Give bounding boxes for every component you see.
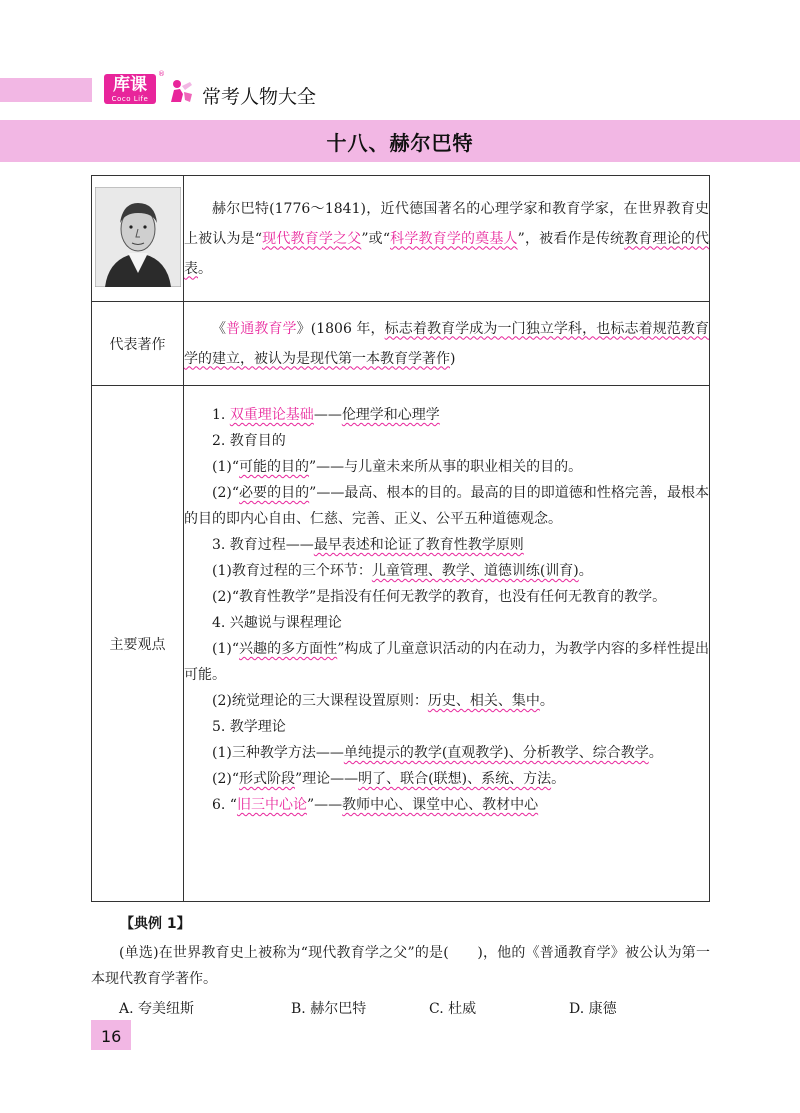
view-line: 6. “旧三中心论”——教师中心、课堂中心、教材中心 bbox=[212, 797, 539, 813]
works-paragraph: 《普通教育学》(1806 年，标志着教育学成为一门独立学科，也标志着规范教育学的建立，被认为是现代第一本教育学著作) bbox=[184, 320, 710, 367]
work-title: 普通教育学 bbox=[226, 320, 297, 337]
option-c[interactable]: C. 杜威 bbox=[429, 1001, 477, 1017]
page-number: 16 bbox=[101, 1027, 122, 1046]
series-title: 常考人物大全 bbox=[202, 86, 317, 108]
view-line: (1)“可能的目的”——与儿童未来所从事的职业相关的目的。 bbox=[212, 459, 583, 475]
title-father-of-modern-pedagogy: 现代教育学之父 bbox=[262, 230, 362, 247]
logo-subtext: Coco Life bbox=[111, 95, 149, 103]
title-founder-of-scientific-pedagogy: 科学教育学的奠基人 bbox=[390, 230, 518, 247]
views-cell bbox=[184, 386, 710, 902]
view-line: (2)“必要的目的”——最高、根本的目的。最高的目的即道德和性格完善，最根本的目的即内心自由、仁慈、完善、正义、公平五种道德观念。 bbox=[184, 485, 710, 527]
view-line: (2)统觉理论的三大课程设置原则：历史、相关、集中。 bbox=[212, 693, 554, 709]
view-line: (1)“兴趣的多方面性”构成了儿童意识活动的内在动力，为教学内容的多样性提出可能。 bbox=[184, 641, 710, 683]
info-table bbox=[91, 175, 710, 902]
views-label: 主要观点 bbox=[92, 386, 184, 902]
view-line: 2. 教育目的 bbox=[212, 433, 286, 449]
view-line: (2)“形式阶段”理论——明了、联合(联想)、系统、方法。 bbox=[212, 771, 566, 787]
view-line: 1. 双重理论基础——伦理学和心理学 bbox=[212, 407, 440, 423]
option-b[interactable]: B. 赫尔巴特 bbox=[291, 1001, 367, 1017]
brand-logo bbox=[104, 74, 156, 104]
option-a[interactable]: A. 夸美纽斯 bbox=[119, 1001, 195, 1017]
registered-mark: ® bbox=[158, 70, 165, 78]
view-line: 5. 教学理论 bbox=[212, 719, 286, 735]
portrait-image bbox=[95, 187, 181, 287]
person-silhouette-icon bbox=[168, 78, 194, 104]
chapter-title: 十八、赫尔巴特 bbox=[326, 131, 474, 155]
example-label: 【典例 1】 bbox=[120, 916, 191, 932]
works-label: 代表著作 bbox=[92, 302, 184, 386]
works-row bbox=[92, 302, 710, 386]
view-line: 3. 教育过程——最早表述和论证了教育性教学原则 bbox=[212, 537, 524, 553]
option-d[interactable]: D. 康德 bbox=[569, 1001, 617, 1017]
view-line: (2)“教育性教学”是指没有任何无教学的教育，也没有任何无教育的教学。 bbox=[212, 589, 667, 605]
views-row bbox=[92, 386, 710, 902]
bio-paragraph: 赫尔巴特(1776～1841)，近代德国著名的心理学家和教育学家，在世界教育史上被认为是“现代教育学之父”或“科学教育学的奠基人”，被看作是传统教育理论的代表。 bbox=[184, 200, 710, 277]
logo-text: 库课 bbox=[113, 75, 147, 95]
view-line: (1)三种教学方法——单纯提示的教学(直观教学)、分析教学、综合教学。 bbox=[212, 745, 663, 761]
header-band bbox=[0, 78, 92, 102]
view-line: 4. 兴趣说与课程理论 bbox=[212, 615, 342, 631]
example-question: (单选)在世界教育史上被称为“现代教育学之父”的是( )，他的《普通教育学》被公认为第一本现代教育学著作。 bbox=[91, 945, 710, 987]
works-cell bbox=[184, 302, 710, 386]
bio-cell bbox=[184, 176, 710, 302]
bio-row bbox=[92, 176, 710, 302]
view-line: (1)教育过程的三个环节：儿童管理、教学、道德训练(训育)。 bbox=[212, 563, 593, 579]
portrait-cell bbox=[92, 176, 184, 302]
